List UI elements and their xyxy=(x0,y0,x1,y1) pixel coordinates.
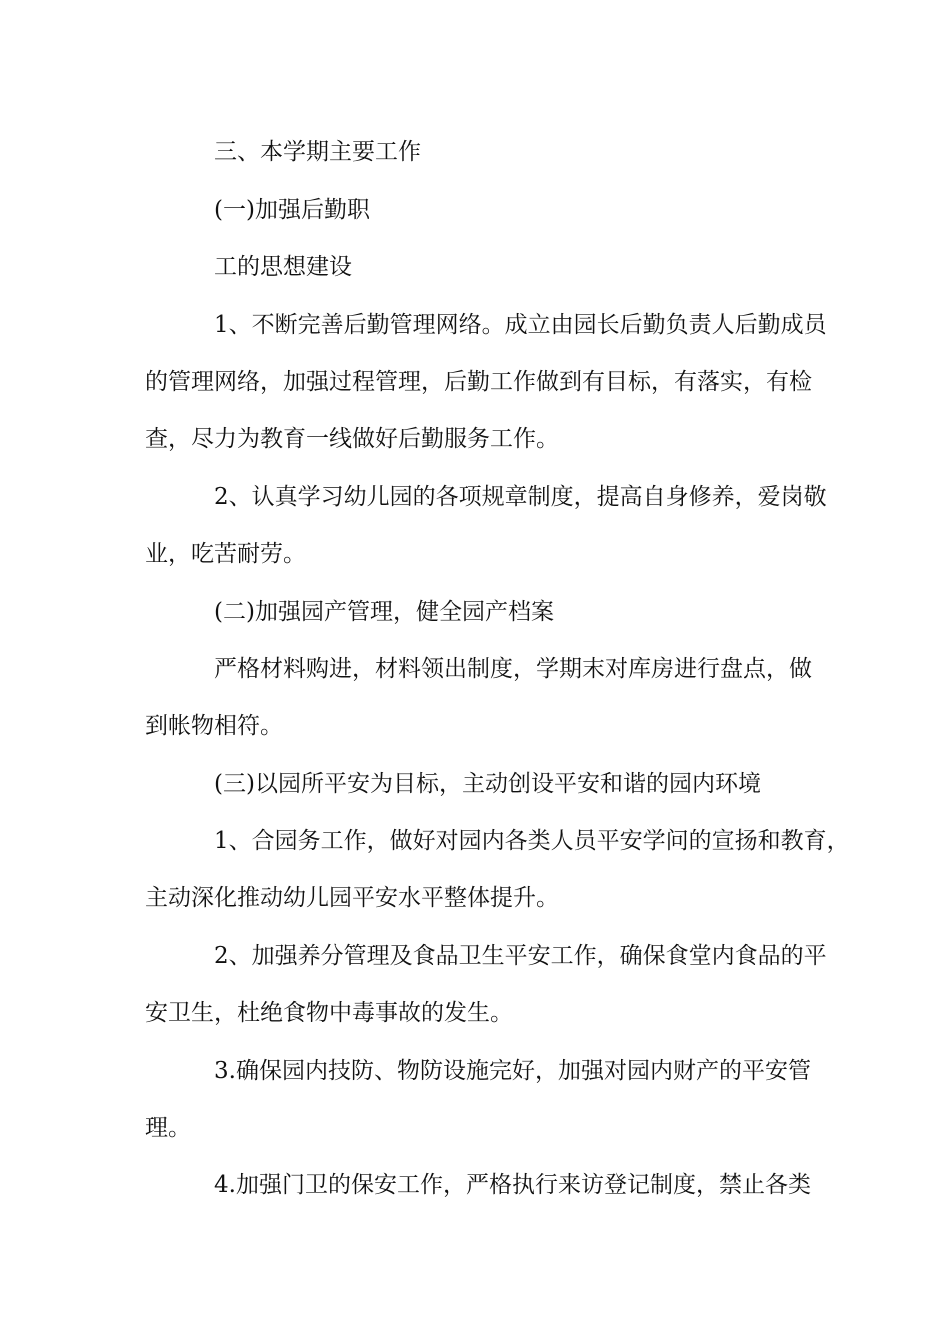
subsection-heading: (三)以园所平安为目标，主动创设平安和谐的园内环境 xyxy=(214,771,761,797)
paragraph-line: 严格材料购进，材料领出制度，学期末对库房进行盘点，做 xyxy=(214,656,812,682)
section-heading: 三、本学期主要工作 xyxy=(214,139,421,165)
paragraph-line: 2、认真学习幼儿园的各项规章制度，提高自身修养，爱岗敬 xyxy=(214,484,827,510)
paragraph-line: 1、不断完善后勤管理网络。成立由园长后勤负责人后勤成员 xyxy=(214,312,827,338)
paragraph-line: 理。 xyxy=(145,1115,191,1141)
paragraph-line: 安卫生，杜绝食物中毒事故的发生。 xyxy=(145,1000,513,1026)
paragraph-line: 主动深化推动幼儿园平安水平整体提升。 xyxy=(145,885,559,911)
paragraph-line: 查，尽力为教育一线做好后勤服务工作。 xyxy=(145,426,559,452)
paragraph-line: 3.确保园内技防、物防设施完好，加强对园内财产的平安管 xyxy=(214,1058,811,1084)
paragraph-line: 2、加强养分管理及食品卫生平安工作，确保食堂内食品的平 xyxy=(214,943,827,969)
subsection-heading: (一)加强后勤职 xyxy=(214,197,370,223)
paragraph-line: 1、合园务工作，做好对园内各类人员平安学问的宣扬和教育， xyxy=(214,828,850,854)
subsection-heading-continued: 工的思想建设 xyxy=(214,254,352,280)
paragraph-line: 的管理网络，加强过程管理，后勤工作做到有目标，有落实，有检 xyxy=(145,369,812,395)
paragraph-line: 到帐物相符。 xyxy=(145,713,283,739)
subsection-heading: (二)加强园产管理，健全园产档案 xyxy=(214,599,554,625)
paragraph-line: 4.加强门卫的保安工作，严格执行来访登记制度，禁止各类 xyxy=(214,1172,811,1198)
paragraph-line: 业，吃苦耐劳。 xyxy=(145,541,306,567)
